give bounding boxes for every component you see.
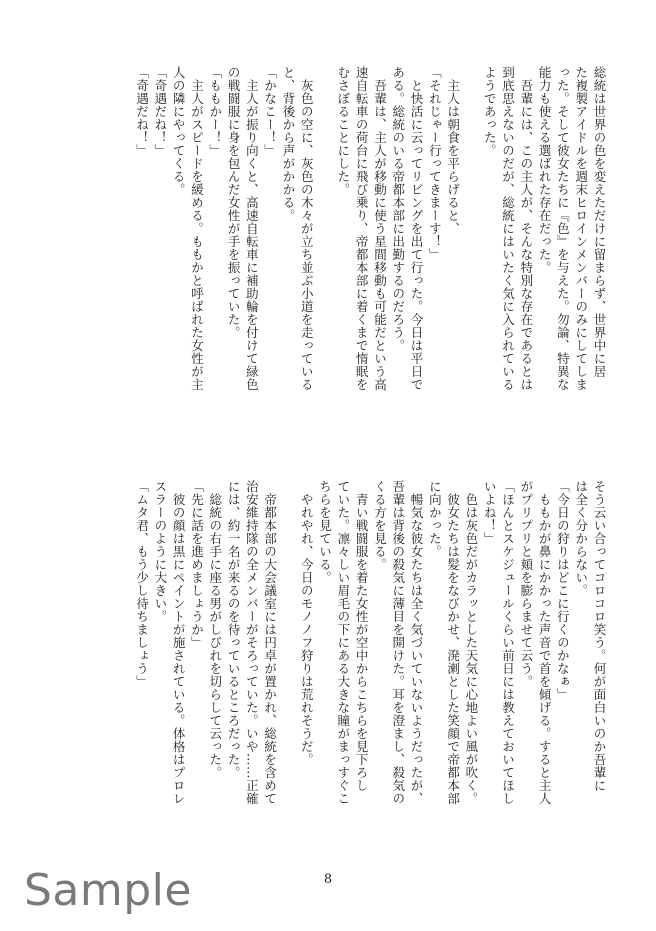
text-line: くる方を見る。 (372, 480, 388, 571)
sample-watermark: Sample (24, 865, 192, 916)
text-line: ももかが鼻にかかった声音で首を傾げる。すると主人 (537, 480, 553, 805)
text-line: ちらを見ている。 (317, 480, 333, 584)
text-line: に向かった。 (427, 480, 443, 558)
text-line: ようであった。 (482, 66, 498, 157)
text-line: ある。総統のいる帝都本部に出勤するのだろう。 (390, 66, 406, 352)
text-line: 「奇遇だね！」 (152, 66, 168, 157)
text-line: 「今日の狩りはどこに行くのかなぁ」 (555, 480, 571, 701)
text-line: 「先に話を進めましょうか」 (189, 480, 205, 649)
text-block-top (48, 66, 608, 446)
text-line: 色は灰色だがカラッとした天気に心地よい風が吹く。 (463, 480, 479, 805)
text-line: た複製アイドルを週末ヒロインメンバーのみにしてしま (573, 66, 589, 391)
text-line: 帝都本部の大会議室には円卓が置かれ、総統を含めて (262, 480, 278, 805)
text-line: と快活に云ってリビングを出て行った。今日は平日で (409, 66, 425, 391)
text-line: やれやれ、今日のモノノフ狩りは荒れそうだ。 (299, 480, 315, 766)
text-line: 主人が振り向くと、高速自転車に補助輪を付けて緑色 (244, 66, 260, 391)
text-line: むさぼることにした。 (335, 66, 351, 196)
text-line: 速自転車の荷台に飛び乗り、帝都本部に着くまで惰眠を (354, 66, 370, 391)
text-line: 吾輩は背後の殺気に薄目を開けた。耳を澄まし、殺気の (390, 480, 406, 805)
text-line: の戦闘服に身を包んだ女性が手を振っていた。 (226, 66, 242, 339)
text-line: 到底思えないのだが、総統にはいたく気に入られている (500, 66, 516, 391)
text-line: 青い戦闘服を着た女性が空中からこちらを見下ろし (354, 480, 370, 792)
text-line: 彼女たちは髪をなびかせ、溌溂とした笑顔で帝都本部 (445, 480, 461, 805)
text-line: 「ほんとスケジュールくらい前日には教えておいてほし (500, 480, 516, 805)
blank-line (315, 66, 333, 446)
text-line: 「それじゃー行ってきまーす！」 (427, 66, 443, 261)
text-line: った。そして彼女たちに『色』を与えた。勿論、特異な (555, 66, 571, 391)
text-line: ていた。凛々しい眉毛の下にある大きな瞳がまっすぐこ (335, 480, 351, 805)
text-line: 総統は世界の色を変えただけに留まらず、世界中に居 (592, 66, 607, 378)
text-block-bottom (48, 480, 608, 860)
text-line: には、約一名が来るのを待っているところだった。 (226, 480, 242, 779)
text-line: 暢気な彼女たちは全く気づいていないようだったが、 (409, 480, 425, 805)
blank-line (279, 480, 297, 860)
text-line: がプリプリと頬を膨らませて云う。 (518, 480, 534, 688)
text-line: 灰色の空に、灰色の木々が立ち並ぶ小道を走っている (299, 66, 315, 391)
text-line: 主人がスピードを緩める。ももかと呼ばれた女性が主 (189, 66, 205, 391)
text-line: 「かなこー！」 (262, 66, 278, 157)
text-line: 人の隣にやってくる。 (171, 66, 187, 196)
text-line: 吾輩には、この主人が、そんな特別な存在であるとは (518, 66, 534, 391)
text-line: 主人は朝食を平らげると、 (445, 66, 461, 235)
text-line: 総統の右手に座る男がしびれを切らして云った。 (207, 480, 223, 779)
blank-line (462, 66, 480, 446)
text-line: は全く分からない。 (573, 480, 589, 597)
text-line: 治安維持隊の全メンバーがそろっていた。いや……正確 (244, 480, 260, 805)
text-line: 吾輩は、主人が移動に使う星間移動も可能だという高 (372, 66, 388, 391)
text-line: 彼の顔は黒にペイントが施されている。体格はプロレ (171, 480, 187, 805)
text-line: 「ムタ君、もう少し待ちましょう」 (134, 480, 150, 688)
text-line: 能力も使える選ばれた存在だった。 (537, 66, 553, 274)
text-line: 「奇遇だね！」 (134, 66, 150, 157)
text-line: 「ももかー！」 (207, 66, 223, 157)
text-line: スラーのように大きい。 (152, 480, 168, 623)
text-line: そう云い合ってコロコロ笑う。何が面白いのか吾輩に (592, 480, 607, 792)
page-number: 8 (323, 872, 333, 887)
text-line: いよね！」 (482, 480, 498, 545)
text-line: と、背後から声がかかる。 (280, 66, 296, 222)
